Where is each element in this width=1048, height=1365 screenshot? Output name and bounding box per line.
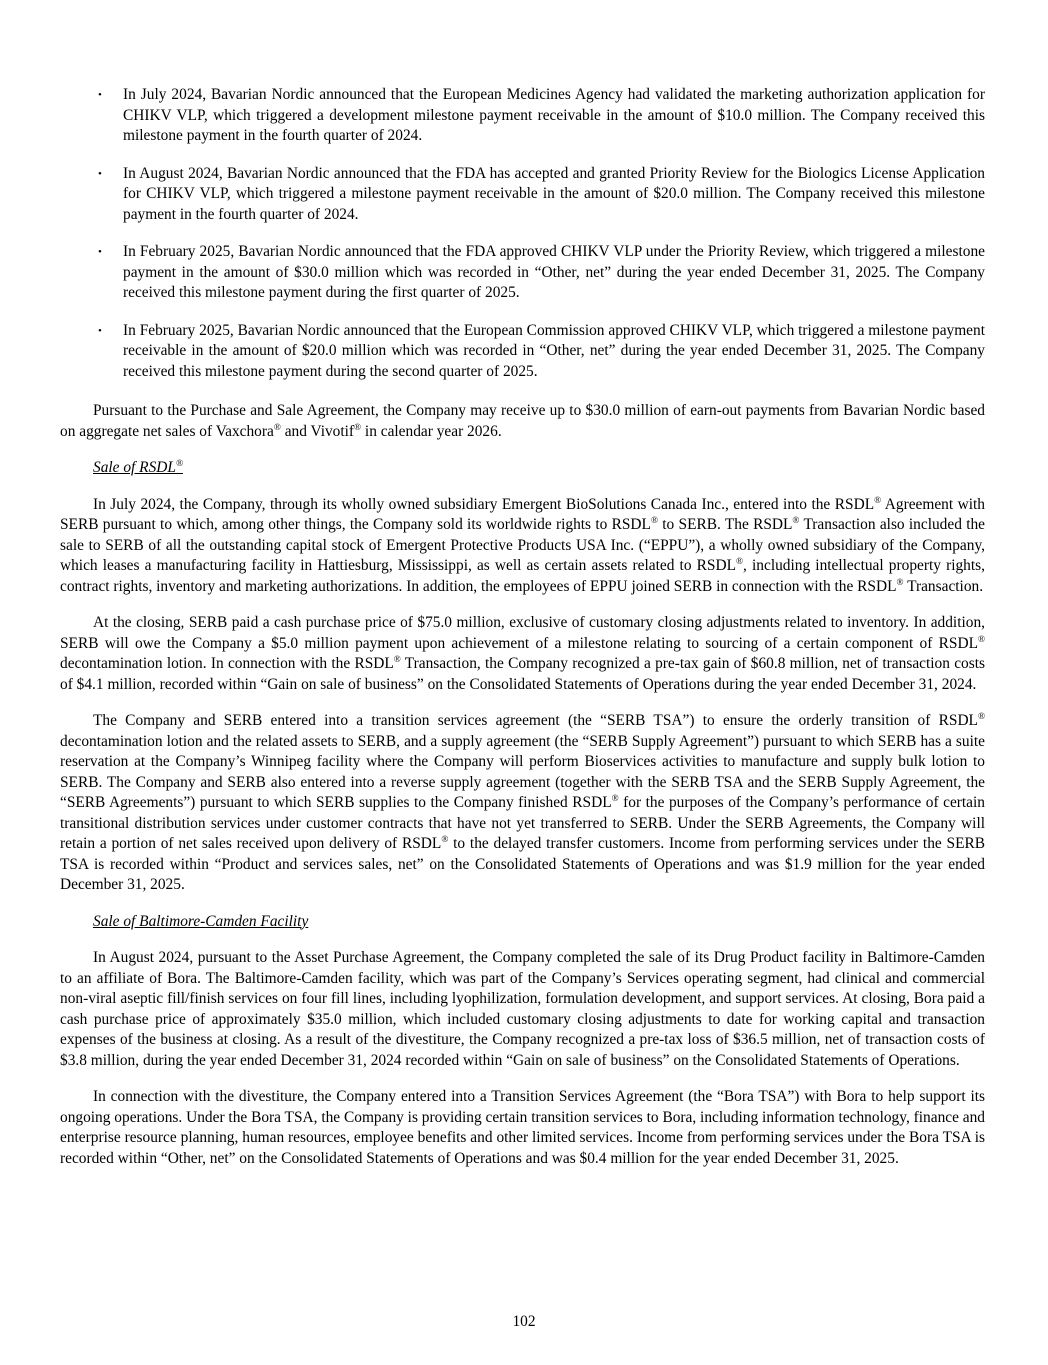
- section-sale-of-baltimore-camden: [60, 912, 985, 1170]
- bullet-text: In February 2025, Bavarian Nordic announced that the FDA approved CHIKV VLP under the Priority Review, which triggered a milestone payment in the amount of $30.0 million which was recorded in “Other, net” during the year ended December 31, 2025. The Company received this milestone payment during the first quarter of 2025.: [123, 243, 985, 301]
- section-heading-sale-of-rsdl: Sale of RSDL®: [93, 457, 183, 476]
- section-sale-of-rsdl: [60, 458, 985, 896]
- paragraph: In August 2024, pursuant to the Asset Purchase Agreement, the Company completed the sale of its Drug Product facility in Baltimore-Camden to an affiliate of Bora. The Baltimore-Camden facility, which was part of the Company’s Services operating segment, had clinical and commercial non-viral aseptic fill/finish services on four fill lines, including lyophilization, formulation development, and support services. At closing, Bora paid a cash purchase price of approximately $35.0 million, which included customary closing adjustments to date for working capital and transaction expenses of the business at closing. As a result of the divestiture, the Company recognized a pre-tax loss of $36.5 million, net of transaction costs of $3.8 million, during the year ended December 31, 2024 recorded within “Gain on sale of business” on the Consolidated Statements of Operations.: [60, 949, 985, 1069]
- bullet-text: In July 2024, Bavarian Nordic announced that the European Medicines Agency had validated the marketing authorization application for CHIKV VLP, which triggered a development milestone payment receivable in the amount of $10.0 million. The Company received this milestone payment in the fourth quarter of 2024.: [123, 86, 985, 144]
- earnout-paragraph: Pursuant to the Purchase and Sale Agreement, the Company may receive up to $30.0 million of earn-out payments from Bavarian Nordic based on aggregate net sales of Vaxchora® and Vivotif® in calendar year 2026.: [60, 402, 985, 440]
- list-item: [60, 164, 985, 226]
- list-item: [60, 321, 985, 383]
- bullet-icon: •: [98, 246, 102, 258]
- milestone-bullet-list: [60, 85, 985, 382]
- bullet-text: In February 2025, Bavarian Nordic announced that the European Commission approved CHIKV VLP, which triggered a milestone payment receivable in the amount of $20.0 million which was recorded in “Other, net” during the year ended December 31, 2025. The Company received this milestone payment during the second quarter of 2025.: [123, 321, 985, 380]
- bullet-icon: •: [98, 167, 102, 180]
- paragraph: In July 2024, the Company, through its wholly owned subsidiary Emergent BioSolutions Canada Inc., entered into the RSDL® Agreement with SERB pursuant to which, among other things, the Company sold its worldwide rights to RSDL® to SERB. The RSDL® Transaction also included the sale to SERB of all the outstanding capital stock of Emergent Protective Products USA Inc. (“EPPU”), a wholly owned subsidiary of the Company, which leases a manufacturing facility in Hattiesburg, Mississippi, as well as certain assets related to RSDL®, including intellectual property rights, contract rights, inventory and marketing authorizations. In addition, the employees of EPPU joined SERB in connection with the RSDL® Transaction.: [60, 494, 985, 595]
- page-number: 102: [512, 1313, 536, 1330]
- paragraph: At the closing, SERB paid a cash purchase price of $75.0 million, exclusive of customary closing adjustments related to inventory. In addition, SERB will owe the Company a $5.0 million payment upon achievement of a milestone relating to sourcing of a certain component of RSDL® decontamination lotion. In connection with the RSDL® Transaction, the Company recognized a pre-tax gain of $60.8 million, net of transaction costs of $4.1 million, recorded within “Gain on sale of business” on the Consolidated Statements of Operations during the year ended December 31, 2024.: [60, 614, 985, 693]
- bullet-icon: •: [98, 89, 102, 101]
- paragraph: The Company and SERB entered into a transition services agreement (the “SERB TSA”) to ensure the orderly transition of RSDL® decontamination lotion and the related assets to SERB, and a supply agreement (the “SERB Supply Agreement”) pursuant to which SERB has a suite reservation at the Company’s Winnipeg facility where the Company will perform Bioservices activities to manufacture and supply bulk lotion to SERB. The Company and SERB also entered into a reverse supply agreement (together with the SERB TSA and the SERB Supply Agreement, the “SERB Agreements”) pursuant to which SERB supplies to the Company finished RSDL® for the purposes of the Company’s performance of certain transitional distribution services under customer contracts that have not yet transferred to SERB. Under the SERB Agreements, the Company will retain a portion of net sales received upon delivery of RSDL® to the delayed transfer customers. Income from performing services under the SERB TSA is recorded within “Product and services sales, net” on the Consolidated Statements of Operations and was $1.9 million for the year ended December 31, 2025.: [60, 710, 986, 893]
- bullet-text: In August 2024, Bavarian Nordic announced that the FDA has accepted and granted Priority Review for the Biologics License Application for CHIKV VLP, which triggered a milestone payment receivable in the amount of $20.0 million. The Company received this milestone payment in the fourth quarter of 2024.: [123, 164, 985, 223]
- list-item: [60, 85, 985, 147]
- section-heading-sale-of-baltimore-camden: Sale of Baltimore-Camden Facility: [93, 912, 309, 930]
- paragraph: In connection with the divestiture, the Company entered into a Transition Services Agreement (the “Bora TSA”) with Bora to help support its ongoing operations. Under the Bora TSA, the Company is providing certain transition services to Bora, including information technology, finance and enterprise resource planning, human resources, employee benefits and other limited services. Income from performing services under the Bora TSA is recorded within “Other, net” on the Consolidated Statements of Operations and was $0.4 million for the year ended December 31, 2025.: [60, 1088, 985, 1167]
- list-item: [60, 242, 985, 304]
- bullet-icon: •: [98, 324, 102, 337]
